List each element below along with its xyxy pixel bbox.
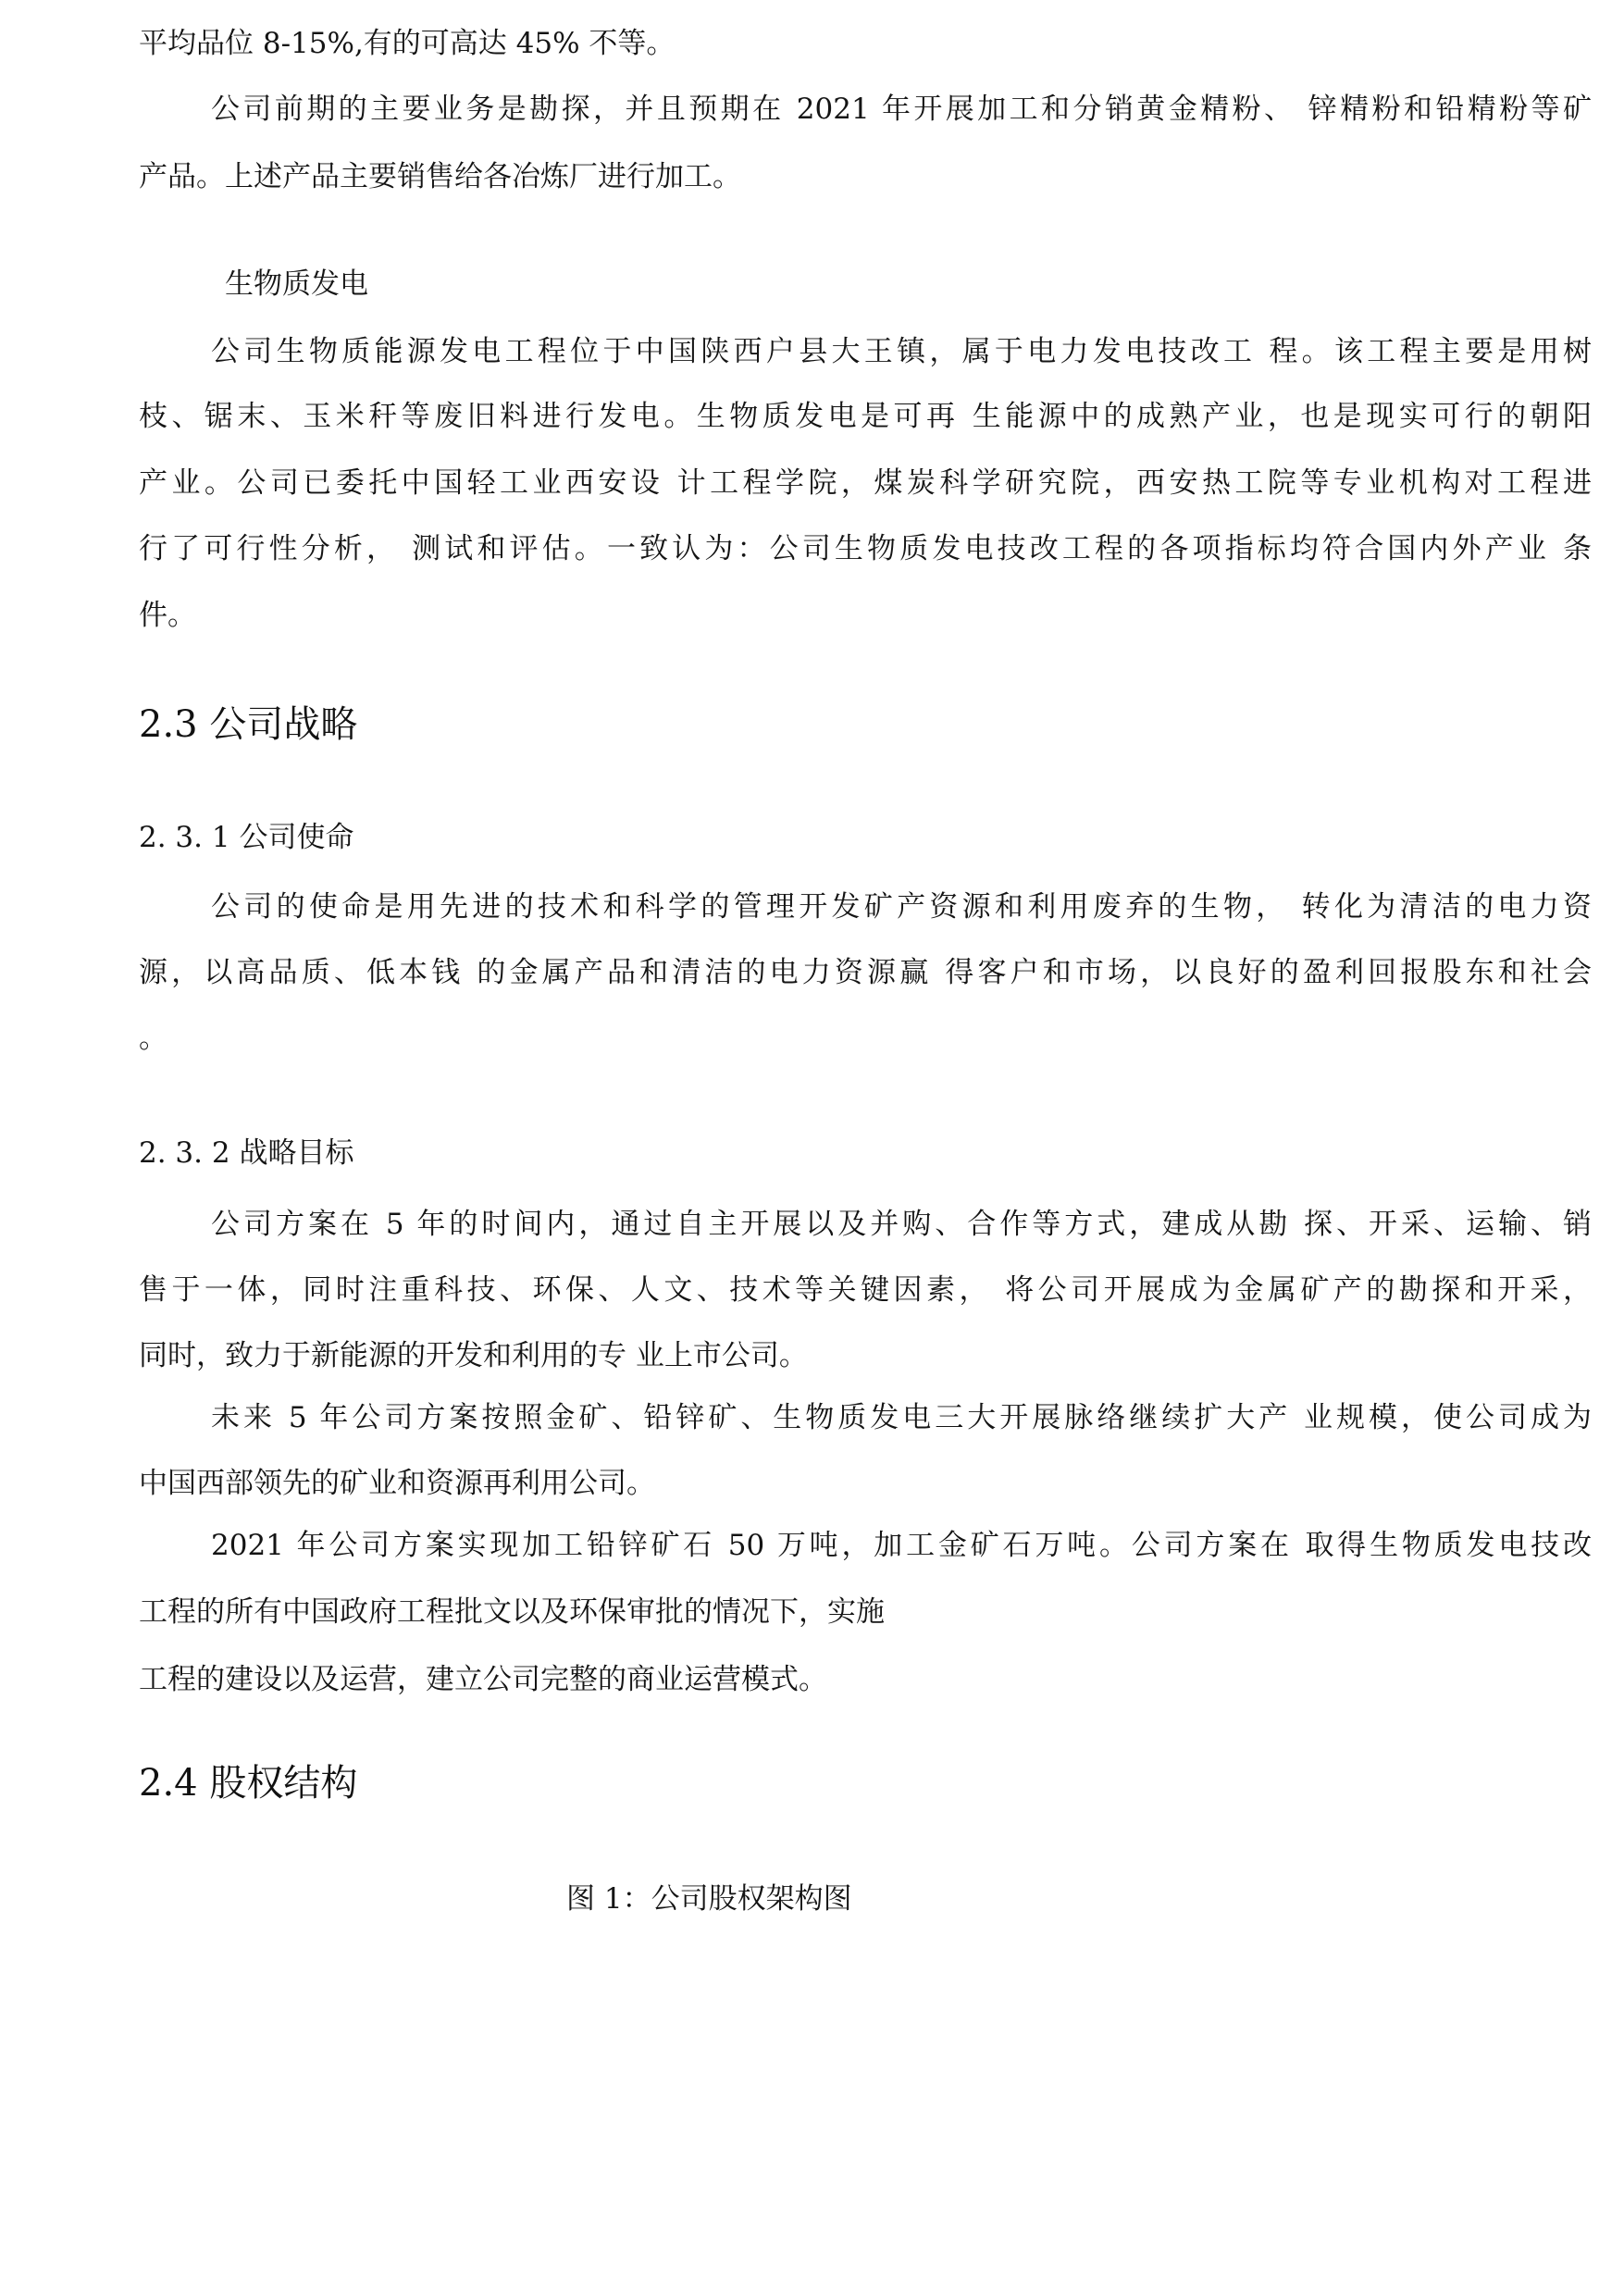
subheading-biomass: 生物质发电 [225,267,368,301]
paragraph-line: 平均品位 8-15%,有的可高达 45% 不等。 [139,27,676,60]
paragraph-line: 工程的建设以及运营，建立公司完整的商业运营模式。 [139,1663,827,1696]
paragraph-line: 2021 年公司方案实现加工铅锌矿石 50 万吨，加工金矿石万吨。公司方案在 取得生物质发电技改 [211,1529,1592,1562]
section-heading-2-4: 2.4 股权结构 [139,1762,358,1805]
paragraph-line: 售于一体，同时注重科技、环保、人文、技术等关键因素， 将公司开展成为金属矿产的勘探和开采， [139,1273,1592,1307]
paragraph-line: 枝、锯末、玉米秆等废旧料进行发电。生物质发电是可再 生能源中的成熟产业，也是现实可行的朝阳 [139,400,1592,433]
paragraph-line: 中国西部领先的矿业和资源再利用公司。 [139,1467,655,1500]
paragraph-line: 同时，致力于新能源的开发和利用的专 业上市公司。 [139,1339,808,1372]
paragraph-line: 件。 [139,599,196,632]
figure-caption: 图 1：公司股权架构图 [566,1882,852,1916]
paragraph-line: 公司生物质能源发电工程位于中国陕西户县大王镇，属于电力发电技改工 程。该工程主要是用树 [211,335,1592,368]
section-heading-2-3: 2.3 公司战略 [139,703,358,746]
paragraph-line: 源，以高品质、低本钱 的金属产品和清洁的电力资源赢 得客户和市场，以良好的盈利回报股东和社会 [139,956,1592,989]
paragraph-line: 未来 5 年公司方案按照金矿、铅锌矿、生物质发电三大开展脉络继续扩大产 业规模，使公司成为 [211,1401,1592,1434]
paragraph-line: 。 [139,1022,167,1055]
section-heading-2-3-1: 2. 3. 1 公司使命 [139,821,354,854]
paragraph-line: 产业。公司已委托中国轻工业西安设 计工程学院，煤炭科学研究院，西安热工院等专业机构对工程进 [139,466,1592,500]
paragraph-line: 产品。上述产品主要销售给各冶炼厂进行加工。 [139,160,741,193]
paragraph-line: 公司前期的主要业务是勘探，并且预期在 2021 年开展加工和分销黄金精粉、 锌精粉和铅精粉等矿 [211,93,1592,126]
paragraph-line: 公司方案在 5 年的时间内，通过自主开展以及并购、合作等方式，建成从勘 探、开采、运输、销 [211,1208,1592,1241]
paragraph-line: 行了可行性分析， 测试和评估。一致认为：公司生物质发电技改工程的各项指标均符合国内外产业 条 [139,532,1592,565]
paragraph-line: 公司的使命是用先进的技术和科学的管理开发矿产资源和利用废弃的生物， 转化为清洁的电力资 [211,890,1592,924]
section-heading-2-3-2: 2. 3. 2 战略目标 [139,1136,354,1170]
paragraph-line: 工程的所有中国政府工程批文以及环保审批的情况下，实施 [139,1595,885,1629]
